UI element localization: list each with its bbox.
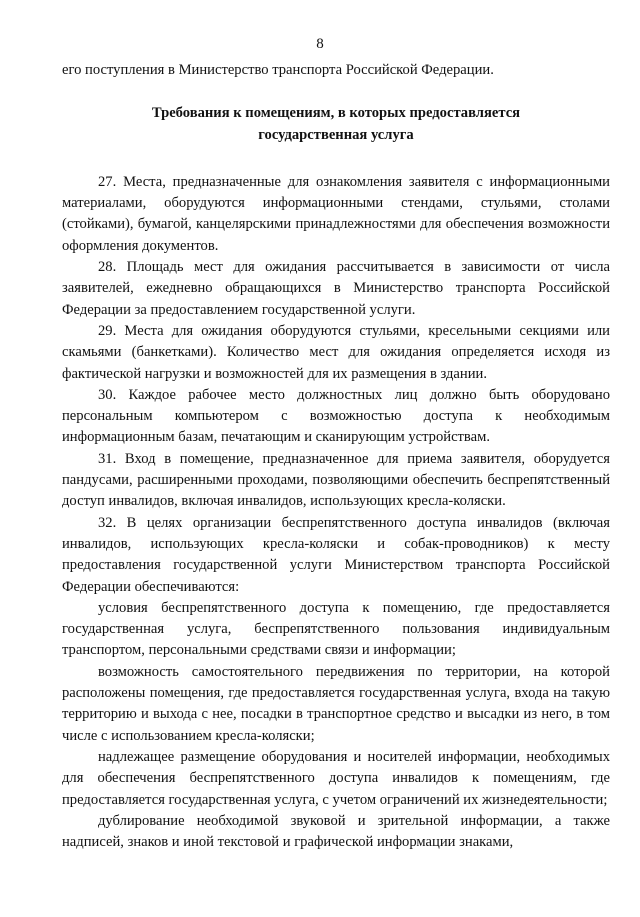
list-item-access-conditions: условия беспрепятственного доступа к помещению, где предоставляется государственная услуга, беспрепятственного пользования индивидуальным транспортом, персональными средствами связи и информации;: [62, 599, 610, 659]
page-number: 8: [316, 36, 324, 52]
paragraph-28: 28. Площадь мест для ожидания рассчитывается в зависимости от числа заявителей, ежедневно обращающихся в Министерство транспорта Российской Федерации за предоставлением государственной услуги.: [62, 259, 610, 318]
paragraph-30: 30. Каждое рабочее место должностных лиц должно быть оборудовано персональным компьютером с возможностью доступа к необходимым информационным базам, печатающим и сканирующим устройствам.: [62, 386, 610, 446]
section-heading: [62, 103, 610, 146]
document-body: [62, 60, 610, 853]
section-heading-line-1: Требования к помещениям, в которых предоставляется: [151, 105, 521, 122]
list-item-information-duplication: дублирование необходимой звуковой и зрительной информации, а также надписей, знаков и иной текстовой и графической информации знаками,: [62, 812, 610, 851]
paragraph-29: 29. Места для ожидания оборудуются стульями, кресельными секциями или скамьями (банкетками). Количество мест для ожидания определяется исходя из фактической нагрузки и возможностей для их размещения в здании.: [62, 322, 610, 382]
paragraph-31: 31. Вход в помещение, предназначенное для приема заявителя, оборудуется пандусами, расширенными проходами, позволяющими обеспечить беспрепятственный доступ инвалидов, включая инвалидов, использующих кресла-коляски.: [62, 450, 610, 510]
paragraph-27: 27. Места, предназначенные для ознакомления заявителя с информационными материалами, оборудуются информационными стендами, стульями, столами (стойками), бумагой, канцелярскими принадлежностями для обеспечения возможности оформления документов.: [62, 173, 610, 254]
section-heading-line-2: государственная услуга: [258, 126, 414, 143]
list-item-equipment-placement: надлежащее размещение оборудования и носителей информации, необходимых для обеспечения беспрепятственного доступа инвалидов к помещениям, где предоставляется государственная услуга, с учетом ограничений их жизнедеятельности;: [62, 748, 610, 808]
list-item-movement: возможность самостоятельного передвижения по территории, на которой расположены помещения, где предоставляется государственная услуга, входа на такую территорию и выхода с нее, посадки в транспортное средство и высадки из него, в том числе с использованием кресла-коляски;: [62, 663, 610, 744]
paragraph-32: 32. В целях организации беспрепятственного доступа инвалидов (включая инвалидов, использующих кресла-коляски и собак-проводников) к месту предоставления государственной услуги Министерством транспорта Российской Федерации обеспечиваются:: [62, 514, 610, 595]
lead-line: его поступления в Министерство транспорта Российской Федерации.: [62, 62, 494, 78]
